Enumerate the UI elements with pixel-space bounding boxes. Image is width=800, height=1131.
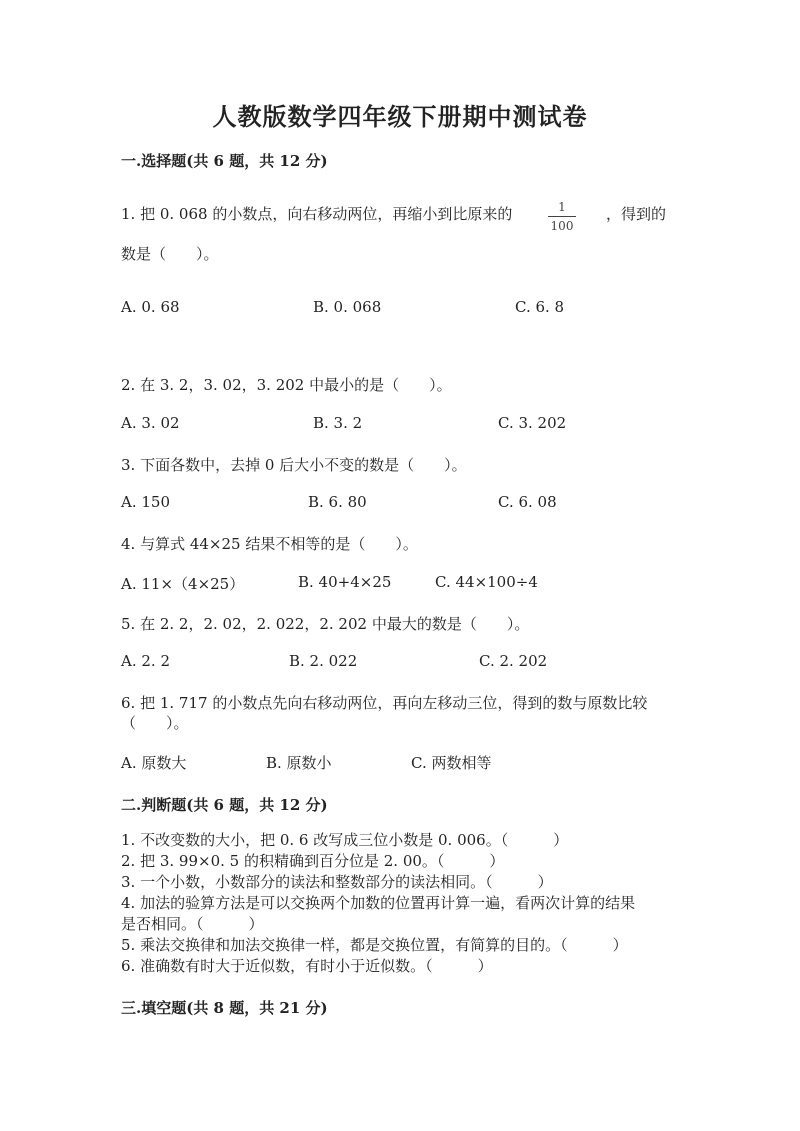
- q2-option-c: C. 3. 202: [498, 414, 567, 432]
- question-5-text: 5. 在 2. 2，2. 02，2. 022，2. 202 中最大的数是（ ）。: [121, 615, 530, 633]
- fraction-denominator: 100: [550, 219, 574, 233]
- q2-option-b: B. 3. 2: [313, 414, 363, 432]
- question-1-text-after: ，得到的: [606, 205, 667, 223]
- q4-option-a: A. 11×（4×25）: [121, 575, 245, 593]
- page-title: 人教版数学四年级下册期中测试卷: [212, 102, 588, 131]
- fraction-numerator: 1: [558, 200, 566, 214]
- question-6-line1: 6. 把 1. 717 的小数点先向右移动两位，再向左移动三位，得到的数与原数比较: [121, 694, 648, 712]
- q3-option-a: A. 150: [121, 493, 170, 511]
- q4-option-b: B. 40+4×25: [298, 573, 392, 591]
- judge-item: 6. 准确数有时大于近似数，有时小于近似数。（ ）: [121, 957, 493, 975]
- q6-option-b: B. 原数小: [266, 754, 332, 772]
- q5-option-a: A. 2. 2: [121, 652, 170, 670]
- q5-option-c: C. 2. 202: [479, 652, 548, 670]
- fraction-bar: [548, 216, 576, 217]
- question-1-text: 1. 把 0. 068 的小数点，向右移动两位，再缩小到比原来的: [121, 205, 513, 223]
- q2-option-a: A. 3. 02: [121, 414, 180, 432]
- fraction-one-hundredth: [548, 200, 576, 233]
- question-6-line2: （ ）。: [121, 714, 189, 732]
- judge-item-continued: 是否相同。（ ）: [121, 915, 264, 933]
- section-heading-judge: 二.判断题(共 6 题，共 12 分): [121, 796, 328, 814]
- q6-option-c: C. 两数相等: [411, 754, 492, 772]
- q1-option-a: A. 0. 68: [121, 298, 180, 316]
- judge-item: 1. 不改变数的大小，把 0. 6 改写成三位小数是 0. 006。（ ）: [121, 831, 569, 849]
- question-3-text: 3. 下面各数中，去掉 0 后大小不变的数是（ ）。: [121, 456, 467, 474]
- question-2-text: 2. 在 3. 2，3. 02，3. 202 中最小的是（ ）。: [121, 376, 452, 394]
- question-4-text: 4. 与算式 44×25 结果不相等的是（ ）。: [121, 535, 418, 553]
- question-1-line2: 数是（ ）。: [121, 245, 219, 263]
- judge-item: 2. 把 3. 99×0. 5 的积精确到百分位是 2. 00。（ ）: [121, 852, 505, 870]
- q3-option-b: B. 6. 80: [308, 493, 367, 511]
- q3-option-c: C. 6. 08: [498, 493, 557, 511]
- judge-item: 3. 一个小数，小数部分的读法和整数部分的读法相同。（ ）: [121, 873, 553, 891]
- section-heading-fill: 三.填空题(共 8 题，共 21 分): [121, 999, 328, 1017]
- judge-item: 4. 加法的验算方法是可以交换两个加数的位置再计算一遍，看两次计算的结果: [121, 894, 636, 912]
- q4-option-c: C. 44×100÷4: [435, 573, 538, 591]
- judge-item: 5. 乘法交换律和加法交换律一样，都是交换位置，有简算的目的。（ ）: [121, 936, 628, 954]
- q5-option-b: B. 2. 022: [289, 652, 358, 670]
- section-heading-choice: 一.选择题(共 6 题，共 12 分): [121, 152, 328, 170]
- q6-option-a: A. 原数大: [121, 754, 187, 772]
- q1-option-c: C. 6. 8: [515, 298, 565, 316]
- q1-option-b: B. 0. 068: [313, 298, 382, 316]
